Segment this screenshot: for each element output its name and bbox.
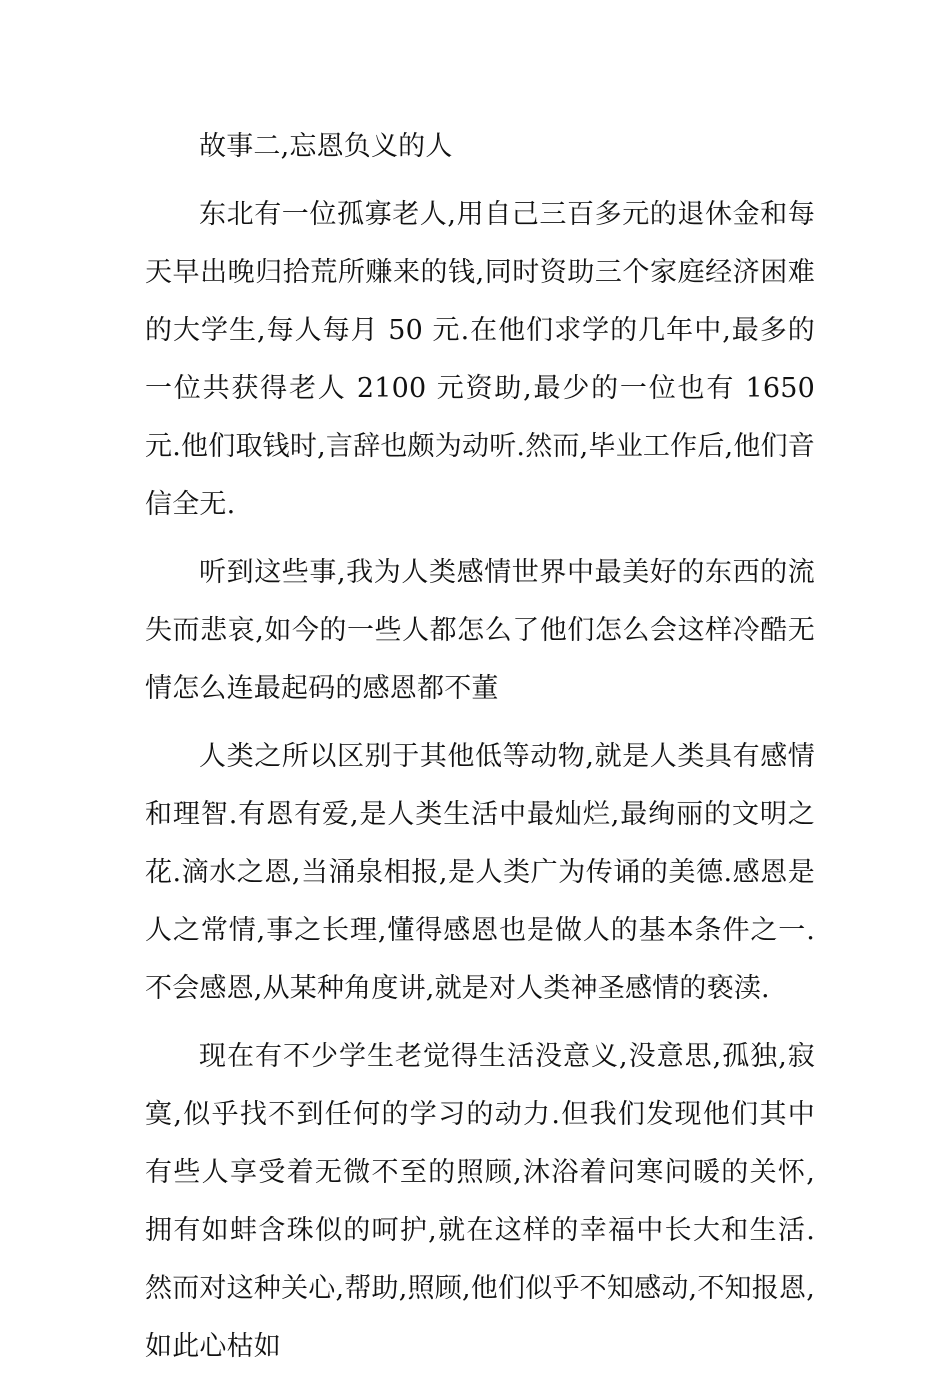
paragraph-reflection: 听到这些事,我为人类感情世界中最美好的东西的流失而悲哀,如今的一些人都怎么了他们怎么会这样冷酷无情怎么连最起码的感恩都不董 [145,557,815,704]
paragraph-gratitude: 人类之所以区别于其他低等动物,就是人类具有感情和理智.有恩有爱,是人类生活中最灿烂,最绚丽的文明之花.滴水之恩,当涌泉相报,是人类广为传诵的美德.感恩是人之常情,事之长理,懂得感恩也是做人的基本条件之一.不会感恩,从某种角度讲,就是对人类神圣感情的亵渎. [145,741,815,1004]
paragraph-students: 现在有不少学生老觉得生活没意义,没意思,孤独,寂寞,似乎找不到任何的学习的动力.但我们发现他们其中有些人享受着无微不至的照顾,沐浴着问寒问暖的关怀,拥有如蚌含珠似的呵护,就在这样的幸福中长大和生活.然而对这种关心,帮助,照顾,他们似乎不知感动,不知报恩,如此心枯如 [145,1041,815,1362]
document-body [145,118,815,1376]
paragraph-heading: 故事二,忘恩负义的人 [199,131,453,162]
paragraph-story: 东北有一位孤寡老人,用自己三百多元的退休金和每天早出晚归拾荒所赚来的钱,同时资助三个家庭经济困难的大学生,每人每月 50 元.在他们求学的几年中,最多的一位共获得老人 2100 元资助,最少的一位也有 1650 元.他们取钱时,言辞也颇为动听.然而,毕业工作后,他们音信全无. [145,199,815,520]
